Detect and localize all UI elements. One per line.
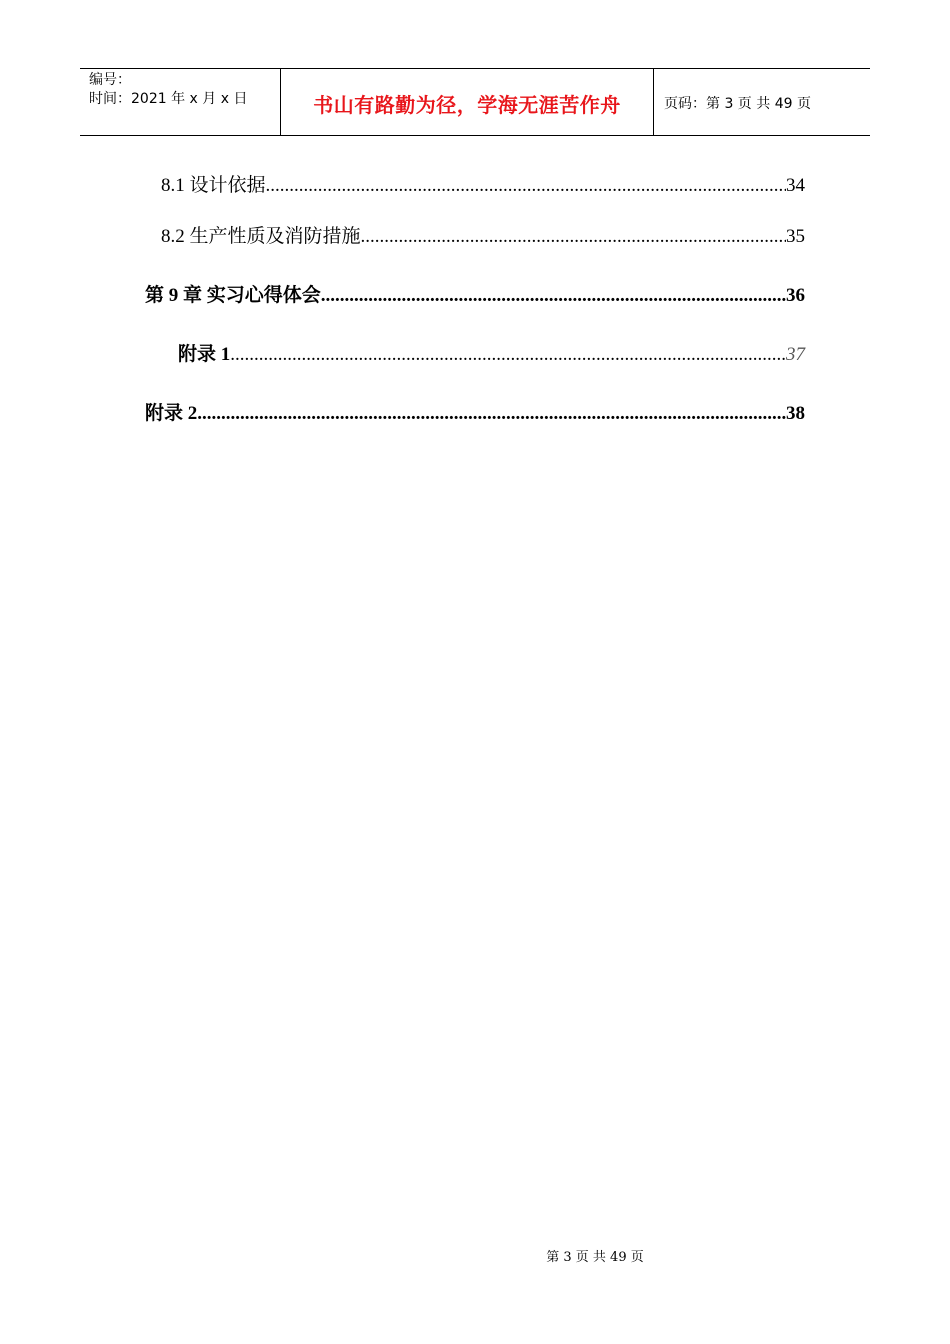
page-footer	[0, 1246, 950, 1265]
page-header	[80, 68, 870, 136]
toc-entry[interactable]	[0, 170, 805, 197]
toc-entry-page: 35	[786, 226, 805, 247]
motto-text: 书山有路勤为径，学海无涯苦作舟	[313, 92, 621, 117]
time-label: 时间：2021 年 x 月 x 日	[89, 91, 248, 107]
toc-entry[interactable]	[0, 339, 805, 366]
serial-label: 编号：	[89, 72, 131, 88]
footer-page-number: 第 3 页 共 49 页	[546, 1250, 644, 1265]
toc-leader	[197, 403, 786, 425]
toc-leader	[361, 226, 786, 248]
toc-entry-page: 36	[786, 285, 805, 306]
header-meta-cell	[80, 69, 281, 135]
toc-entry-label: 附录 2	[145, 403, 198, 424]
toc-leader	[230, 344, 786, 366]
toc-entry-page: 38	[786, 403, 805, 424]
header-motto-cell	[281, 69, 654, 135]
toc-entry[interactable]	[0, 280, 805, 307]
header-page-cell	[654, 69, 870, 135]
toc-entry-page: 34	[786, 175, 805, 196]
header-page-info: 页码：第 3 页 共 49 页	[664, 96, 811, 112]
toc-entry-label: 8.2 生产性质及消防措施	[161, 226, 361, 247]
toc-entry-label: 8.1 设计依据	[161, 175, 266, 196]
toc-entry[interactable]	[0, 398, 805, 425]
toc-entry-label: 第 9 章 实习心得体会	[145, 285, 321, 306]
toc-entry[interactable]	[0, 221, 805, 248]
toc-entry-label: 附录 1	[178, 344, 231, 365]
toc-entry-page: 37	[786, 344, 805, 365]
toc-leader	[321, 285, 786, 307]
toc-leader	[266, 175, 786, 197]
